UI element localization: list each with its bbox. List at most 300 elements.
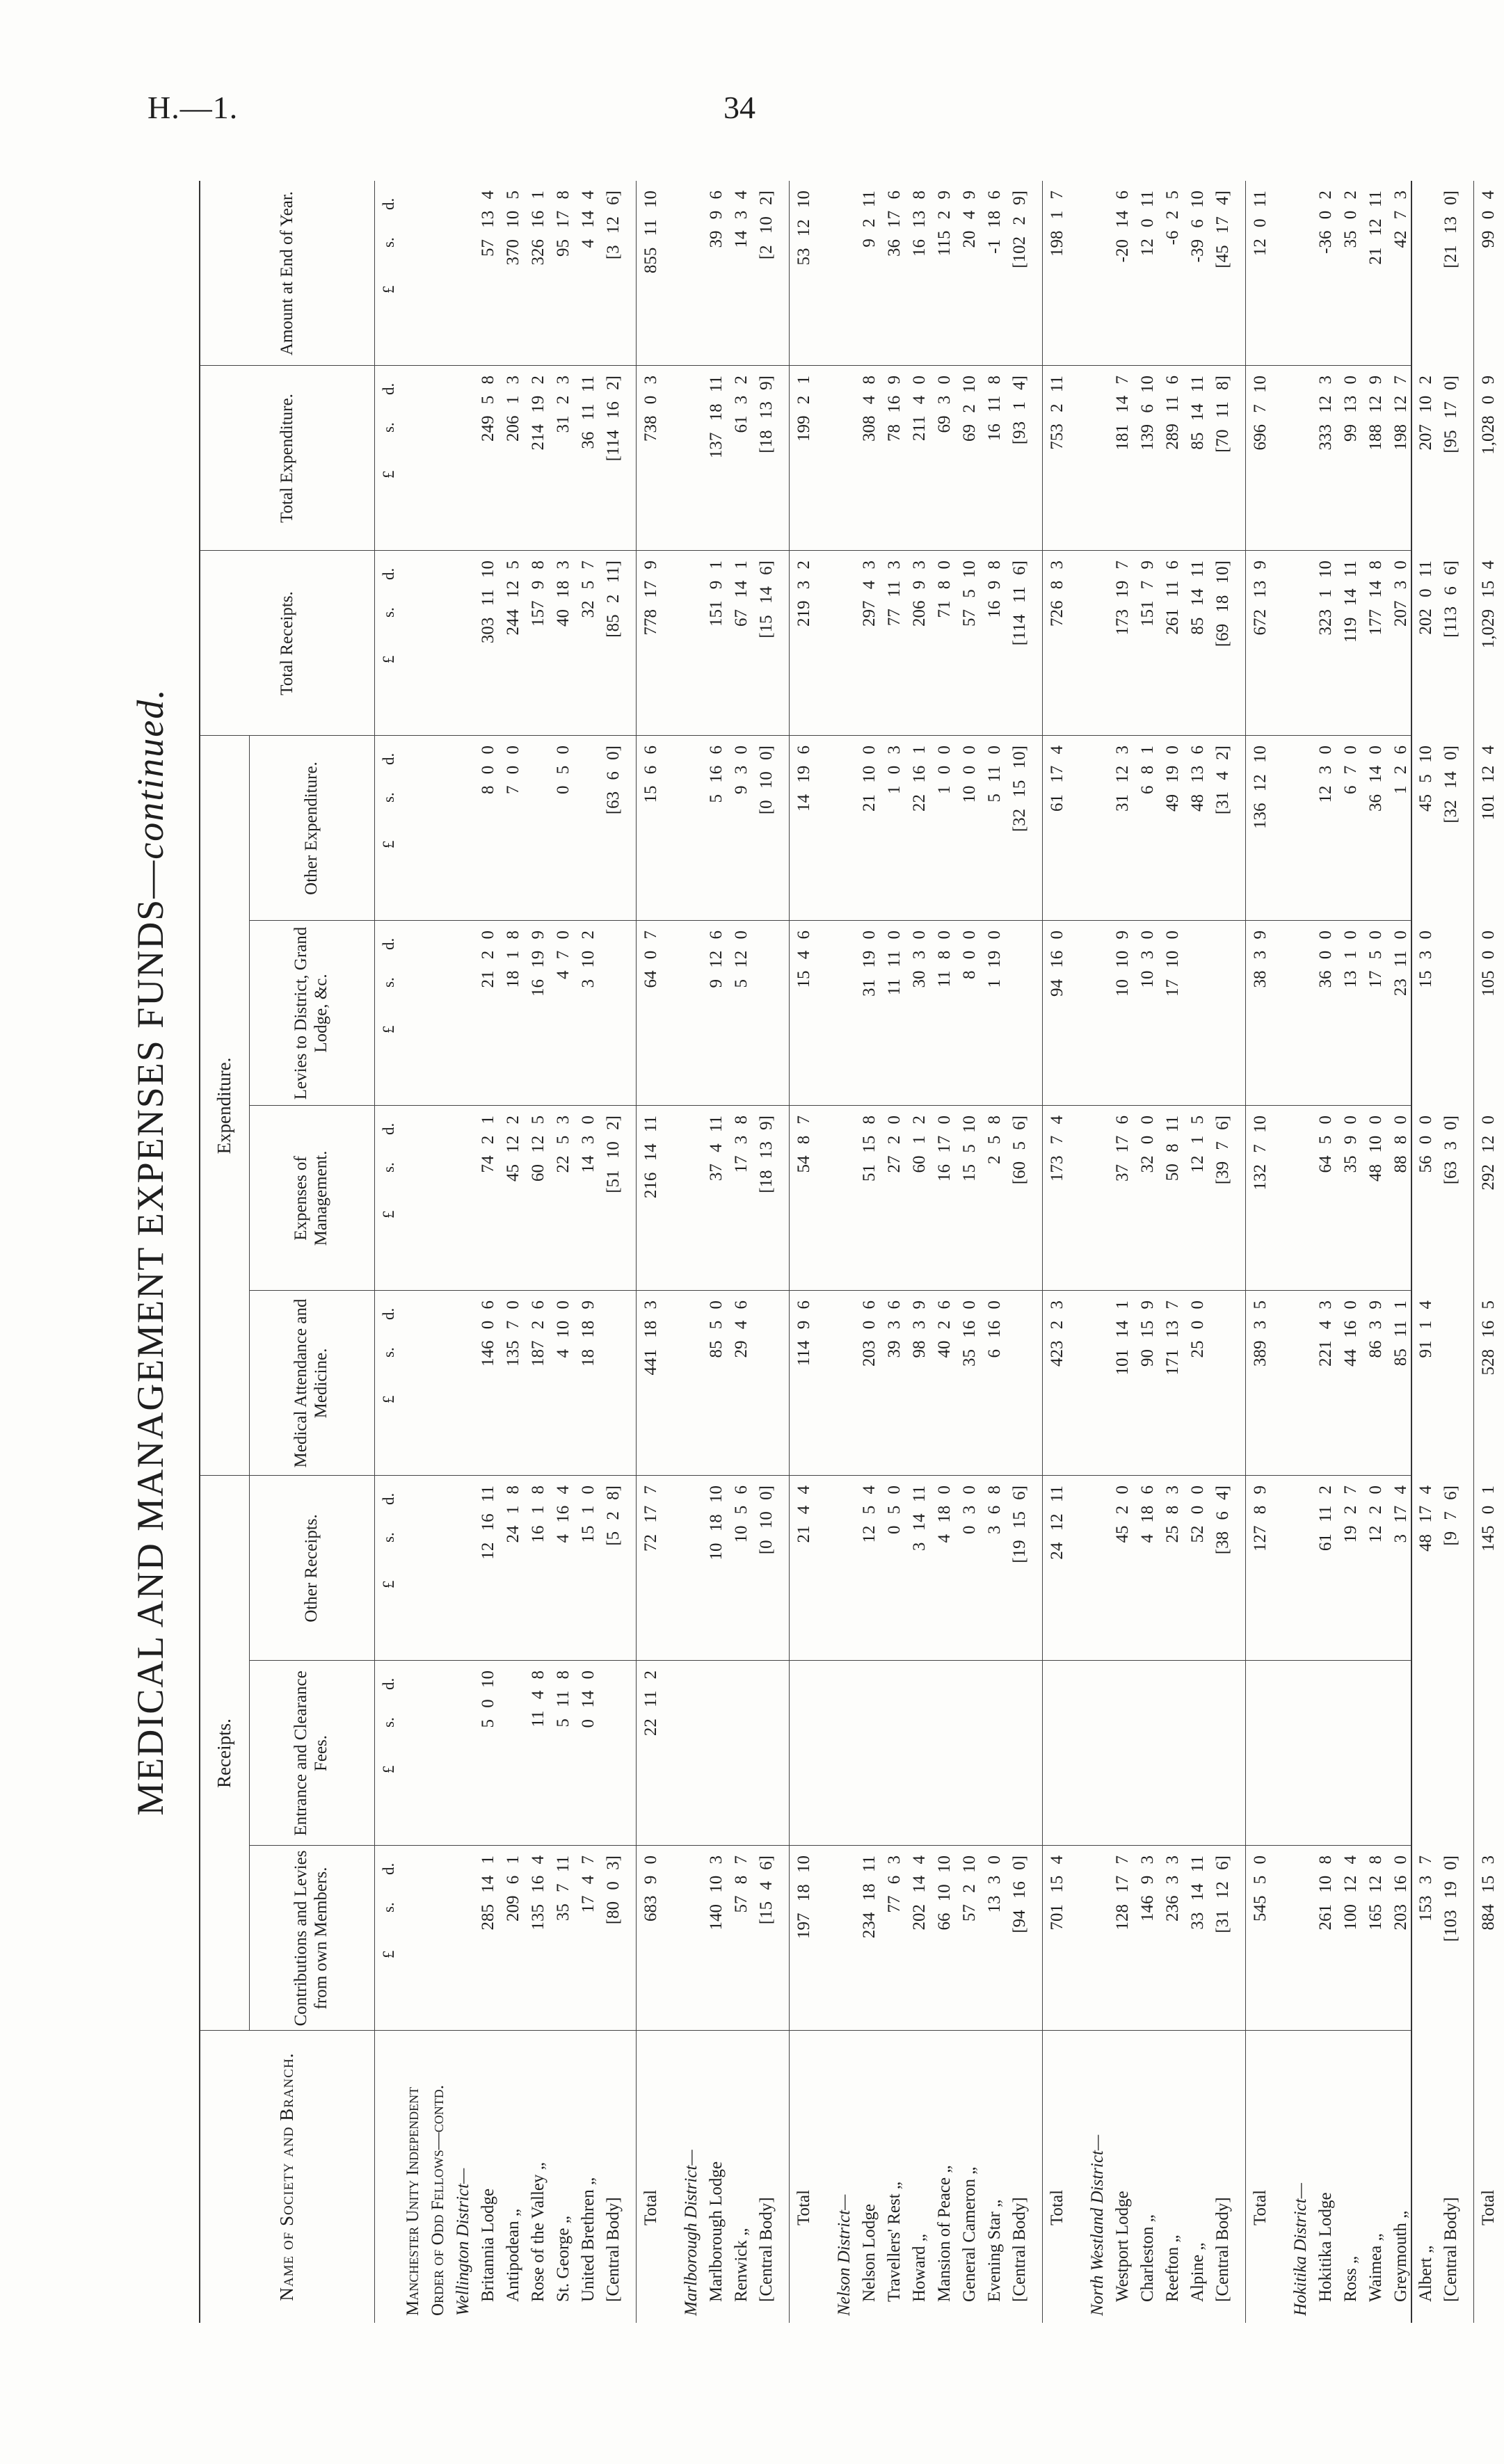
cell-value: 53 12 10 [794,191,813,266]
column-header-entrance-fees: Entrance and Clearance Fees. [291,1670,330,1836]
cell-value: 303 11 10 [479,561,497,644]
cell-value: 234 18 11 [860,1855,879,1939]
cell-value: 181 14 7 [1113,376,1132,451]
cell-value: 11 4 8 [529,1670,547,1728]
cell-value: 701 15 4 [1048,1855,1066,1931]
cell-value: 12 2 0 [1366,1485,1385,1543]
table-row [1416,181,1441,2323]
table-row [1010,181,1035,2323]
cell-value: 198 1 7 [1048,191,1066,257]
cell-value: 3 17 4 [1391,1485,1410,1543]
table-row [1341,181,1366,2323]
cell-value: [19 15 6] [1010,1485,1029,1563]
cell-value: 753 2 11 [1048,376,1066,450]
row-label: Total [1251,2189,1270,2225]
column-rule [249,1660,1411,1661]
cell-value: 4 7 0 [554,931,573,979]
cell-value: 17 3 8 [732,1116,751,1173]
unit-label: £ [380,285,397,293]
cell-value: 209 6 1 [504,1855,522,1922]
cell-value: 66 10 10 [935,1855,954,1931]
cell-value: 285 14 1 [479,1855,497,1931]
group-header-expenditure: Expenditure. [214,1057,235,1154]
cell-value: 25 8 3 [1163,1485,1182,1543]
cell-value: 128 17 7 [1113,1855,1132,1931]
cell-value: 17 4 7 [579,1855,598,1913]
cell-value: [103 19 0] [1441,1855,1460,1942]
cell-value: 4 16 4 [554,1485,573,1543]
cell-value: [39 7 6] [1213,1116,1232,1185]
cell-value: 323 1 10 [1316,561,1335,636]
cell-value: 57 13 4 [479,191,497,257]
cell-value: 37 4 11 [707,1116,726,1182]
cell-value: 67 14 1 [732,561,751,627]
cell-value: [63 6 0] [604,746,623,815]
cell-value: 198 12 7 [1391,376,1410,451]
cell-value: 197 18 10 [794,1855,813,1939]
unit-label: £ [380,1395,397,1403]
cell-value: 115 2 9 [935,191,954,257]
unit-label: d. [380,1307,397,1320]
cell-value: -1 18 6 [985,191,1004,254]
row-label: [Central Body] [1213,2197,1232,2302]
row-label: Total [1479,2189,1498,2225]
cell-value: 50 8 11 [1163,1116,1182,1182]
cell-value: 10 0 0 [960,746,979,803]
cell-value: 95 17 8 [554,191,573,257]
cell-value: [70 11 8] [1213,376,1232,453]
cell-value: 146 9 3 [1138,1855,1157,1922]
table-row [554,181,579,2323]
cell-value: [63 3 0] [1441,1116,1460,1185]
column-rule [200,735,1411,736]
cell-value: 30 3 0 [910,931,929,988]
cell-value: 101 14 1 [1113,1301,1132,1376]
cell-value: 61 3 2 [732,376,751,433]
cell-value: 333 12 3 [1316,376,1335,451]
cell-value: 16 9 8 [985,561,1004,618]
cell-value: 1 0 0 [935,746,954,794]
cell-value: [31 12 6] [1213,1855,1232,1933]
cell-value: 45 12 2 [504,1116,522,1182]
cell-value: 38 3 9 [1251,931,1270,988]
cell-value: 146 0 6 [479,1301,497,1367]
cell-value: 249 5 8 [479,376,497,442]
row-label: Britannia Lodge [479,2188,497,2302]
unit-label: s. [380,1347,397,1358]
table-row [1113,181,1138,2323]
cell-value: 441 18 3 [641,1301,660,1376]
cell-value: 8 0 0 [960,931,979,979]
cell-value: 40 18 3 [554,561,573,627]
row-label: Total [794,2189,813,2225]
cell-value: [3 12 6] [604,191,623,260]
cell-value: [114 16 2] [604,376,623,462]
cell-value: 114 9 6 [794,1301,813,1367]
row-label: Total [1048,2189,1066,2225]
column-header-name: Name of Society and Branch. [276,2052,298,2301]
cell-value: 0 14 0 [579,1670,598,1728]
cell-value: 29 4 6 [732,1301,751,1358]
row-label: Manchester Unity Independent [403,2086,422,2316]
table-row [835,181,860,2323]
cell-value: 60 1 2 [910,1116,929,1173]
cell-value: 20 4 9 [960,191,979,248]
column-header-other-receipts: Other Receipts. [301,1514,321,1622]
cell-value: 261 11 6 [1163,561,1182,635]
cell-value: 297 4 3 [860,561,879,627]
cell-value: 119 14 11 [1341,561,1360,643]
unit-label: £ [380,1025,397,1033]
cell-value: 153 3 7 [1416,1855,1435,1922]
cell-value: 173 19 7 [1113,561,1132,636]
cell-value: 151 9 1 [707,561,726,627]
cell-value: [0 10 0] [757,746,776,815]
row-label: Nelson District— [835,2194,854,2316]
cell-value: 221 4 3 [1316,1301,1335,1367]
cell-value: [15 14 6] [757,561,776,638]
cell-value: 216 14 11 [641,1116,660,1199]
cell-value: 135 7 0 [504,1301,522,1367]
unit-label: s. [380,1162,397,1173]
unit-label: d. [380,1122,397,1135]
cell-value: 91 1 4 [1416,1301,1435,1358]
table-row [604,181,629,2323]
cell-value: 90 15 9 [1138,1301,1157,1367]
cell-value: 100 12 4 [1341,1855,1360,1931]
cell-value: 36 17 6 [885,191,904,257]
cell-value: 51 15 8 [860,1116,879,1182]
total-row [1251,181,1276,2323]
cell-value: 884 15 3 [1479,1855,1498,1931]
cell-value: 4 10 0 [554,1301,573,1358]
cell-value: [15 4 6] [757,1855,776,1925]
cell-value: 11 8 0 [935,931,954,988]
row-label: Evening Star „ [985,2199,1004,2302]
cell-value: [69 18 10] [1213,561,1232,647]
unit-label: d. [380,198,397,210]
unit-label: d. [380,1492,397,1505]
table-row [529,181,554,2323]
cell-value: 48 10 0 [1366,1116,1385,1182]
cell-value: 165 12 8 [1366,1855,1385,1931]
cell-value: 32 5 7 [579,561,598,618]
cell-value: 22 11 2 [641,1670,660,1737]
unit-label: s. [380,607,397,618]
cell-value: 244 12 5 [504,561,522,636]
cell-value: [51 10 2] [604,1116,623,1193]
cell-value: 57 2 10 [960,1855,979,1922]
cell-value: 48 13 6 [1188,746,1207,812]
row-label: [Central Body] [1441,2197,1460,2302]
unit-label: d. [380,383,397,395]
cell-value: 6 8 1 [1138,746,1157,794]
table-row [504,181,529,2323]
cell-value: 11 11 0 [885,931,904,996]
cell-value: [0 10 0] [757,1485,776,1555]
cell-value: 261 10 8 [1316,1855,1335,1931]
table-row [1213,181,1238,2323]
cell-value: 57 5 10 [960,561,979,627]
cell-value: [85 2 11] [604,561,623,638]
cell-value: 308 4 8 [860,376,879,442]
cell-value: 289 11 6 [1163,376,1182,450]
column-header-amount-end: Amount at End of Year. [277,191,296,356]
cell-value: 77 11 3 [885,561,904,627]
cell-value: 23 11 0 [1391,931,1410,997]
table-row [454,181,479,2323]
table-title-suffix: continued. [129,688,171,860]
header-group-rule [249,736,250,2031]
cell-value: [21 13 0] [1441,191,1460,268]
unit-label: £ [380,1580,397,1588]
table-row [707,181,732,2323]
cell-value: 10 18 10 [707,1485,726,1561]
row-label: General Cameron „ [960,2166,979,2302]
row-label: Alpine „ [1188,2242,1207,2302]
cell-value: [93 1 4] [1010,376,1029,445]
rotated-table-page [109,181,1498,2323]
table-row [935,181,960,2323]
cell-value: 13 1 0 [1341,931,1360,988]
row-label: Waimea „ [1366,2233,1385,2302]
cell-value: 5 11 8 [554,1670,573,1728]
cell-value: 132 7 10 [1251,1116,1270,1191]
cell-value: [5 2 8] [604,1485,623,1546]
cell-value: 31 12 3 [1113,746,1132,812]
table-row [682,181,707,2323]
row-label: Order of Odd Fellows—contd. [429,2084,447,2316]
cell-value: 203 0 6 [860,1301,879,1367]
unit-label: s. [380,1902,397,1913]
cell-value: 86 3 9 [1366,1301,1385,1358]
cell-value: 17 5 0 [1366,931,1385,988]
cell-value: 21 12 11 [1366,191,1385,265]
cell-value: 54 8 7 [794,1116,813,1173]
column-header-other-expenditure: Other Expenditure. [301,762,321,895]
cell-value: 44 16 0 [1341,1301,1360,1367]
cell-value: 1 19 0 [985,931,1004,988]
cell-value: 57 8 7 [732,1855,751,1913]
cell-value: 207 3 0 [1391,561,1410,627]
cell-value: 12 3 0 [1316,746,1335,803]
cell-value: 370 10 5 [504,191,522,266]
table-row [732,181,757,2323]
cell-value: 56 0 0 [1416,1116,1435,1173]
cell-value: 4 14 4 [579,191,598,248]
cell-value: 139 6 10 [1138,376,1157,451]
row-label: Marlborough District— [682,2150,701,2316]
cell-value: 15 3 0 [1416,931,1435,988]
cell-value: 36 11 11 [579,376,598,449]
row-label: Total [641,2189,660,2225]
cell-value: 236 3 3 [1163,1855,1182,1922]
table-row [910,181,935,2323]
row-label: Ross „ [1341,2256,1360,2302]
table-row [1138,181,1163,2323]
cell-value: 18 1 8 [504,931,522,988]
cell-value: 52 0 0 [1188,1485,1207,1543]
unit-label: s. [380,977,397,988]
cell-value: 61 11 2 [1316,1485,1335,1552]
cell-value: 206 9 3 [910,561,929,627]
row-label: Wellington District— [454,2168,472,2316]
cell-value: [114 11 6] [1010,561,1029,646]
cell-value: [38 6 4] [1213,1485,1232,1555]
cell-value: [113 6 6] [1441,561,1460,638]
cell-value: 12 1 5 [1188,1116,1207,1173]
cell-value: [60 5 6] [1010,1116,1029,1185]
cell-value: [18 13 9] [757,376,776,453]
cell-value: 101 12 4 [1479,746,1498,821]
cell-value: 199 2 1 [794,376,813,442]
unit-label: £ [380,470,397,478]
cell-value: 672 13 9 [1251,561,1270,636]
cell-value: 24 1 8 [504,1485,522,1543]
cell-value: 203 16 0 [1391,1855,1410,1931]
row-label: Antipodean „ [504,2209,522,2302]
row-label: Renwick „ [732,2228,751,2302]
cell-value: 16 1 8 [529,1485,547,1543]
cell-value: 35 9 0 [1341,1116,1360,1173]
unit-label: £ [380,840,397,848]
cell-value: 9 3 0 [732,746,751,794]
column-rule [200,1475,1411,1476]
cell-value: 202 0 11 [1416,561,1435,635]
cell-value: 42 7 3 [1391,191,1410,248]
cell-value: 18 18 9 [579,1301,598,1367]
cell-value: 326 16 1 [529,191,547,266]
row-label: Hokitika District— [1291,2183,1310,2316]
cell-value: 12 16 11 [479,1485,497,1560]
cell-value: 1,028 0 9 [1479,376,1498,455]
cell-value: 22 5 3 [554,1116,573,1173]
cell-value: 99 0 4 [1479,191,1498,248]
cell-value: 85 14 11 [1188,561,1207,635]
cell-value: 9 12 6 [707,931,726,988]
cell-value: 64 5 0 [1316,1116,1335,1173]
row-label: United Brethren „ [579,2177,598,2302]
header-bottom-rule [374,181,375,2323]
cell-value: 207 10 2 [1416,376,1435,451]
cell-value: -20 14 6 [1113,191,1132,263]
table-title [109,181,192,2323]
column-rule [200,550,1411,551]
column-rule [249,920,1411,921]
group-header-receipts: Receipts. [214,1718,235,1788]
cell-value: 214 19 2 [529,376,547,451]
unit-label: s. [380,1717,397,1728]
cell-value: 19 2 7 [1341,1485,1360,1543]
cell-value: 85 14 11 [1188,376,1207,450]
cell-value: 188 12 9 [1366,376,1385,451]
cell-value: 45 5 10 [1416,746,1435,812]
table-title-main: MEDICAL AND MANAGEMENT EXPENSES FUNDS— [129,859,171,1816]
cell-value: 5 16 6 [707,746,726,803]
cell-value: 528 16 5 [1479,1301,1498,1376]
cell-value: 21 4 4 [794,1485,813,1543]
row-label: Travellers' Rest „ [885,2182,904,2302]
cell-value: 16 11 8 [985,376,1004,442]
cell-value: 45 2 0 [1113,1485,1132,1543]
cell-value: [80 0 3] [604,1855,623,1925]
cell-value: 202 14 4 [910,1855,929,1931]
cell-value: 140 10 3 [707,1855,726,1931]
cell-value: 35 16 0 [960,1301,979,1367]
cell-value: 187 2 6 [529,1301,547,1367]
cell-value: 778 17 9 [641,561,660,636]
cell-value: [2 10 2] [757,191,776,260]
cell-value: -6 2 5 [1163,191,1182,245]
cell-value: 1 0 3 [885,746,904,794]
column-rule [249,1105,1411,1106]
cell-value: 4 18 0 [935,1485,954,1543]
cell-value: 696 7 10 [1251,376,1270,451]
cell-value: 48 17 4 [1416,1485,1435,1552]
cell-value: -36 0 2 [1316,191,1335,254]
cell-value: 14 19 6 [794,746,813,812]
cell-value: 855 11 10 [641,191,660,274]
cell-value: 78 16 9 [885,376,904,442]
page-number: 34 [723,90,755,125]
cell-value: 13 3 0 [985,1855,1004,1913]
cell-value: 8 0 0 [479,746,497,794]
cell-value: 32 0 0 [1138,1116,1157,1173]
cell-value: 37 17 6 [1113,1116,1132,1182]
table-row [1366,181,1391,2323]
cell-value: 4 18 6 [1138,1485,1157,1543]
column-header-total-expenditure: Total Expenditure. [277,394,296,523]
cell-value: 211 4 0 [910,376,929,442]
cell-value: 71 8 0 [935,561,954,618]
cell-value: -39 6 10 [1188,191,1207,263]
unit-label: s. [380,1532,397,1543]
cell-value: 69 3 0 [935,376,954,433]
total-row [794,181,819,2323]
row-label: Rose of the Valley „ [529,2162,547,2302]
unit-label: s. [380,422,397,433]
cell-value: [18 13 9] [757,1116,776,1193]
column-header-total-receipts: Total Receipts. [277,591,296,695]
cell-value: 74 2 1 [479,1116,497,1173]
column-rule [249,1845,1411,1846]
row-label: [Central Body] [1010,2197,1029,2302]
cell-value: 31 2 3 [554,376,573,433]
unit-label: d. [380,1862,397,1875]
cell-value: 15 4 6 [794,931,813,988]
row-label: Greymouth „ [1391,2210,1410,2302]
row-label: Reefton „ [1163,2234,1182,2302]
table-row [985,181,1010,2323]
row-label: Marlborough Lodge [707,2161,726,2302]
unit-label: s. [380,792,397,803]
column-rule [200,365,1411,366]
row-label: Nelson Lodge [860,2204,879,2302]
cell-value: 0 5 0 [554,746,573,794]
cell-value: 24 12 11 [1048,1485,1066,1560]
cell-value: [9 7 6] [1441,1485,1460,1546]
cell-value: 98 3 9 [910,1301,929,1358]
table-row [1188,181,1213,2323]
cell-value: 17 10 0 [1163,931,1182,997]
cell-value: 1 2 6 [1391,746,1410,794]
table-row [757,181,782,2323]
cell-value: 5 12 0 [732,931,751,988]
cell-value: 6 16 0 [985,1301,1004,1358]
cell-value: 105 0 0 [1479,931,1498,997]
row-label: Charleston „ [1138,2214,1157,2302]
cell-value: 64 0 7 [641,931,660,988]
